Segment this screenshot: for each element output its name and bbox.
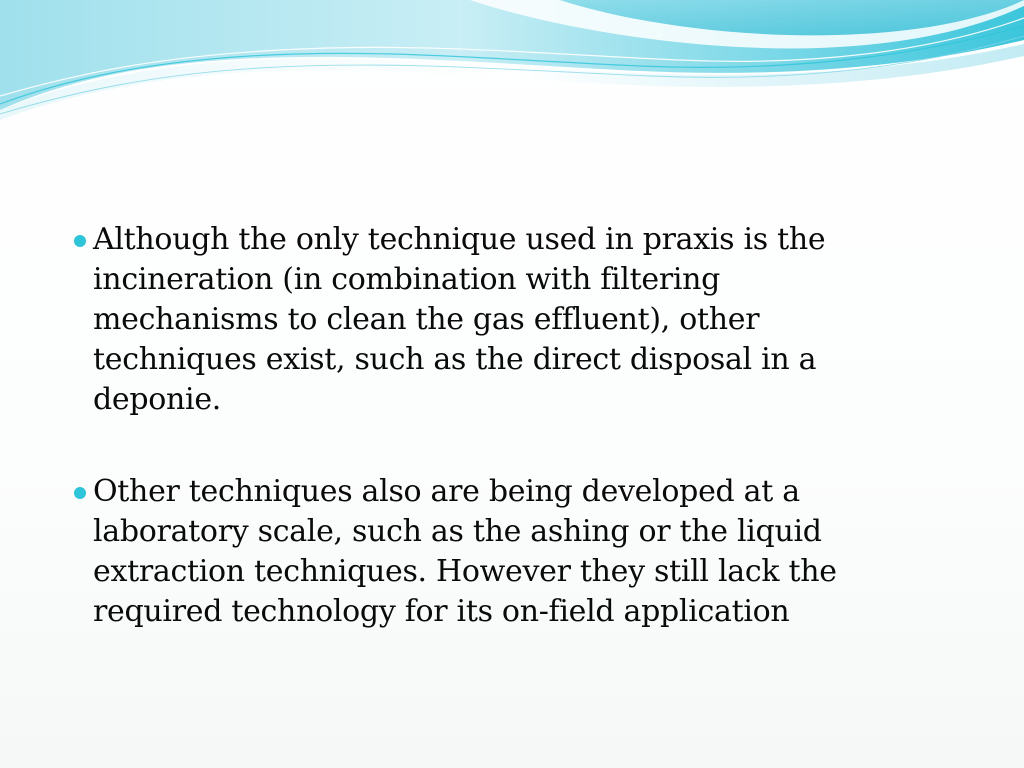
bullet-item	[74, 220, 894, 420]
bullet-list	[74, 220, 894, 684]
bullet-item	[74, 472, 894, 632]
bullet-dot-icon	[74, 487, 86, 499]
bullet-text: Although the only technique used in praxis is the incineration (in combination with filtering mechanisms to clean the gas effluent), other techniques exist, such as the direct disposal in a deponie.	[93, 222, 826, 417]
bullet-dot-icon	[74, 235, 86, 247]
bullet-text: Other techniques also are being developed at a laboratory scale, such as the ashing or the liquid extraction techniques. However they still lack the required technology for its on-field application	[93, 474, 837, 629]
wave-header-decoration	[0, 0, 1024, 130]
